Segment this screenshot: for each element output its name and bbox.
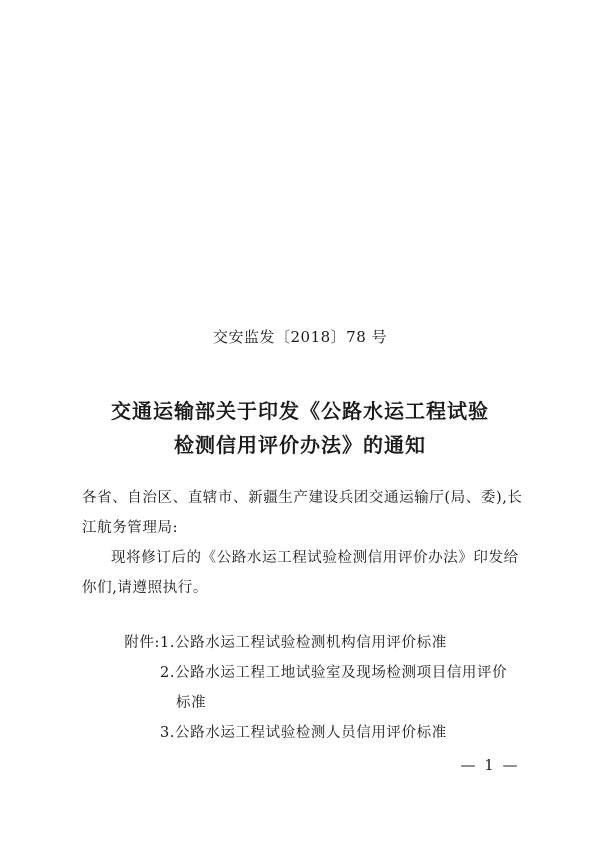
title-line-2: 检测信用评价办法》的通知: [174, 433, 426, 457]
page-number: — 1 —: [460, 756, 520, 774]
attachment-text: 1.公路水运工程试验检测机构信用评价标准: [160, 635, 447, 651]
attachment-item: [82, 718, 532, 748]
attachment-item-continuation: [82, 688, 532, 718]
title-line-1: 交通运输部关于印发《公路水运工程试验: [111, 399, 489, 423]
attachment-text: 标准: [176, 695, 207, 711]
attachment-text: 2.公路水运工程工地试验室及现场检测项目信用评价: [160, 665, 508, 681]
attachment-text: 3.公路水运工程试验检测人员信用评价标准: [160, 725, 447, 741]
document-number: 交安监发〔2018〕78 号: [212, 328, 388, 346]
body-paragraph: 现将修订后的《公路水运工程试验检测信用评价办法》印发给你们,请遵照执行。: [82, 550, 519, 596]
document-title: [0, 394, 600, 462]
attachment-item: [82, 658, 532, 688]
attachment-item: [82, 628, 532, 658]
attachments-label: 附件:: [124, 635, 160, 651]
addressee: 各省、自治区、直辖市、新疆生产建设兵团交通运输厅(局、委),长江航务管理局:: [82, 490, 523, 536]
attachments-list: [82, 628, 532, 748]
